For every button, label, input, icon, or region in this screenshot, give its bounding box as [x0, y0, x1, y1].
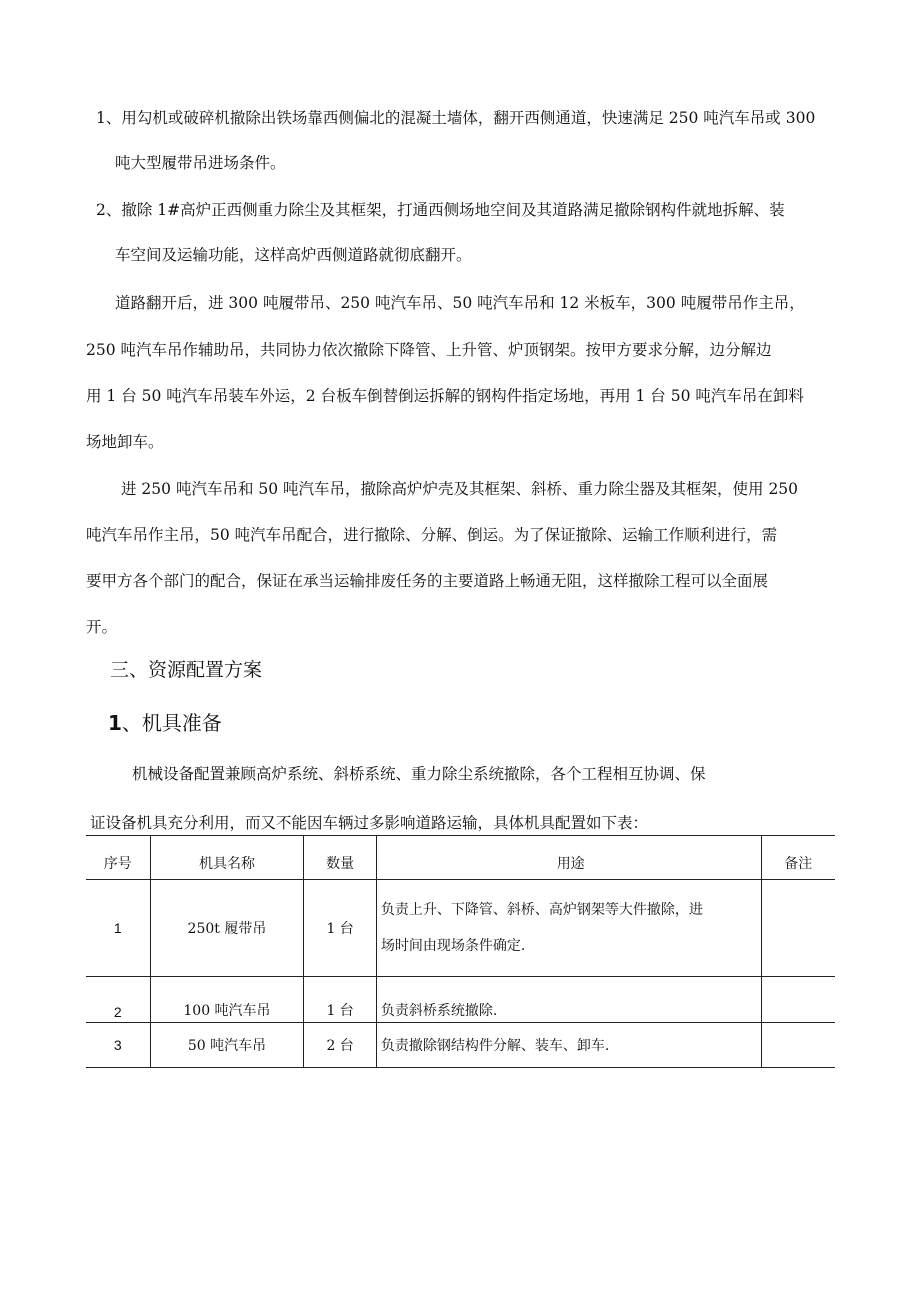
- header-name: 机具名称: [150, 836, 304, 880]
- paragraph-4-line-1: 进 250 吨汽车吊和 50 吨汽车吊，撤除高炉炉壳及其框架、斜桥、重力除尘器及其框架，使用 250: [121, 480, 799, 498]
- paragraph-2-line-2: 车空间及运输功能，这样高炉西侧道路就彻底翻开。: [115, 246, 472, 264]
- subsection-title: 、机具准备: [121, 711, 222, 735]
- table-row: [86, 977, 835, 1023]
- paragraph-3-line-1: 道路翻开后，进 300 吨履带吊、250 吨汽车吊、50 吨汽车吊和 12 米板车，300 吨履带吊作主吊，: [115, 294, 805, 312]
- paragraph-1-line-2: 吨大型履带吊进场条件。: [115, 154, 286, 172]
- subsection-number: 1: [108, 711, 122, 735]
- header-qty: 数量: [304, 836, 376, 880]
- row-index: 2: [86, 977, 150, 1023]
- row-qty: 2 台: [304, 1023, 376, 1068]
- paragraph-2-line-1: 2、撤除 1#高炉正西侧重力除尘及其框架，打通西侧场地空间及其道路满足撤除钢构件就地拆解、装: [96, 201, 785, 219]
- paragraph-4-line-4: 开。: [86, 618, 118, 636]
- equipment-table: [86, 835, 835, 1068]
- row-index: 1: [86, 880, 150, 977]
- table-row: [86, 880, 835, 977]
- section-heading: 三、资源配置方案: [110, 659, 263, 681]
- row-note: [761, 977, 835, 1023]
- header-use: 用途: [376, 836, 761, 880]
- row-use-line-1: 负责上升、下降管、斜桥、高炉钢架等大件撤除，进: [380, 902, 703, 918]
- row-qty: 1 台: [304, 880, 376, 977]
- header-note: 备注: [761, 836, 835, 880]
- row-name: 100 吨汽车吊: [150, 977, 304, 1023]
- intro-line-1: 机械设备配置兼顾高炉系统、斜桥系统、重力除尘系统撤除，各个工程相互协调、保: [132, 765, 706, 783]
- row-name: 50 吨汽车吊: [150, 1023, 304, 1068]
- row-qty: 1 台: [304, 977, 376, 1023]
- intro-line-2: 证设备机具充分利用，而又不能因车辆过多影响道路运输，具体机具配置如下表：: [90, 814, 649, 832]
- paragraph-4-line-3: 要甲方各个部门的配合，保证在承当运输排废任务的主要道路上畅通无阻，这样撤除工程可以全面展: [86, 572, 769, 590]
- row-note: [761, 1023, 835, 1068]
- row-use: [376, 880, 761, 977]
- row-name: 250t 履带吊: [150, 880, 304, 977]
- header-index: 序号: [86, 836, 150, 880]
- table-header-row: [86, 836, 835, 880]
- paragraph-1-line-1: 1、用勾机或破碎机撤除出铁场靠西侧偏北的混凝土墙体，翻开西侧通道，快速满足 250 吨汽车吊或 300: [96, 109, 816, 127]
- paragraph-3-line-4: 场地卸车。: [86, 433, 164, 451]
- row-use: 负责斜桥系统撤除.: [376, 977, 761, 1023]
- table-row: [86, 1023, 835, 1068]
- row-note: [761, 880, 835, 977]
- paragraph-4-line-2: 吨汽车吊作主吊，50 吨汽车吊配合，进行撤除、分解、倒运。为了保证撤除、运输工作顺利进行，需: [86, 526, 778, 544]
- row-use-line-2: 场时间由现场条件确定.: [380, 938, 526, 954]
- subsection-heading: [108, 711, 222, 735]
- paragraph-3-line-2: 250 吨汽车吊作辅助吊，共同协力依次撤除下降管、上升管、炉顶钢架。按甲方要求分解，边分解边: [86, 341, 772, 359]
- row-index: 3: [86, 1023, 150, 1068]
- paragraph-3-line-3: 用 1 台 50 吨汽车吊装车外运，2 台板车倒替倒运拆解的钢构件指定场地，再用 1 台 50 吨汽车吊在卸料: [86, 387, 804, 405]
- row-use: 负责撤除钢结构件分解、装车、卸车.: [376, 1023, 761, 1068]
